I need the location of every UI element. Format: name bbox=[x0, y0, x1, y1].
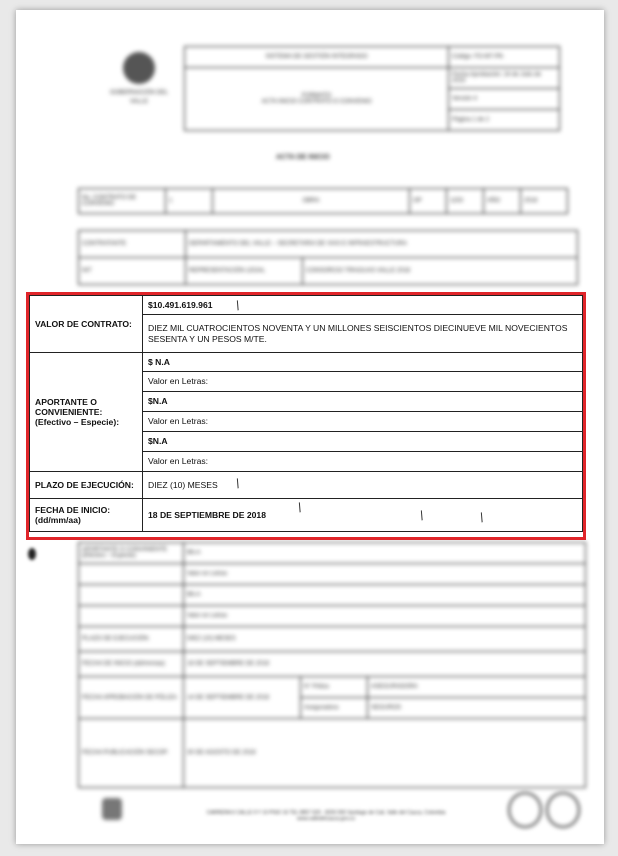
consorcio-name: CONSORCIO TIRAGUAS VALLE 2018 bbox=[303, 258, 578, 285]
format-cell bbox=[185, 68, 449, 131]
aportante-words: Valor en Letras: bbox=[143, 372, 583, 392]
bottom-table bbox=[78, 542, 586, 788]
bottom-row-label: FECHA PUBLICACIÓN SECOP: bbox=[79, 719, 184, 788]
year-value: 2018 bbox=[521, 189, 568, 214]
certification-icon bbox=[546, 792, 580, 828]
bottom-row-label: FECHA DE INICIO (dd/mm/aa): bbox=[79, 652, 184, 677]
bottom-row-value: DIEZ (10) MESES bbox=[184, 627, 586, 652]
aportante-label: APORTANTE O CONVIENIENTE: (Efectivo – Especie): bbox=[30, 353, 143, 472]
format-name: ACTA INICIO CONTRATO O CONVENIO bbox=[261, 99, 372, 105]
bottom-row-label: APORTANTE O CONVINIENTE (Efectivo – Especie): bbox=[79, 543, 184, 564]
bottom-row-value: $N.A bbox=[184, 585, 586, 606]
aportante-amount: $N.A bbox=[143, 392, 583, 412]
bottom-row-label bbox=[79, 606, 184, 627]
doc-title: ACTA DE INICIO bbox=[276, 154, 330, 161]
coat-of-arms-icon bbox=[123, 52, 155, 84]
highlighted-section bbox=[26, 292, 586, 540]
poliza-number-label: N° Póliza bbox=[301, 677, 368, 698]
bottom-row-label: PLAZO DE EJECUCIÓN: bbox=[79, 627, 184, 652]
op-value: 1153 bbox=[447, 189, 484, 214]
contract-number-table bbox=[78, 188, 568, 214]
contract-type: OBRA bbox=[213, 189, 410, 214]
bottom-row-value: 18 DE SEPTIEMBRE DE 2018 bbox=[184, 652, 586, 677]
fecha-inicio-label: FECHA DE INICIO: (dd/mm/aa) bbox=[30, 499, 143, 532]
bottom-row-value: 30 DE AGOSTO DE 2018 bbox=[184, 719, 586, 788]
year-label: AÑO bbox=[484, 189, 521, 214]
rep-legal: REPRESENTACIÓN LEGAL bbox=[186, 258, 303, 285]
footer-address: CARRERA 6 CALLE 9 Y 10 PISO 16 TEL 8857 620 - 8200 000 Santiago de Cali, Valle del Cauca, Colombia bbox=[206, 810, 446, 816]
contratante-table bbox=[78, 230, 578, 285]
handwritten-check-mark: / bbox=[417, 507, 427, 524]
handwritten-check-mark: / bbox=[477, 509, 487, 526]
contract-number-label: No. CONTRATO DE CONVENIO bbox=[79, 189, 166, 214]
bottom-row-value: $N.A bbox=[184, 543, 586, 564]
bottom-row-label: FECHA APROBACIÓN DE PÓLIZA: bbox=[79, 677, 184, 719]
poliza-date: 14 DE SEPTIEMBRE DE 2018 bbox=[184, 677, 301, 718]
aportante-words: Valor en Letras: bbox=[143, 412, 583, 432]
valor-label: VALOR DE CONTRATO: bbox=[30, 296, 143, 353]
contratante-label: CONTRATANTE bbox=[79, 231, 186, 258]
handwritten-check-mark: / bbox=[295, 499, 305, 516]
op-label: OP bbox=[410, 189, 447, 214]
bottom-row-value: Valor en Letras bbox=[184, 564, 586, 585]
bottom-row-value: Valor en Letras bbox=[184, 606, 586, 627]
header-table bbox=[184, 46, 560, 131]
org-name: GOBERNACIÓN DEL VALLE bbox=[109, 90, 169, 105]
contratante-value: DEPARTAMENTO DEL VALLE – SECRETARIA DE VIAS E INFRAESTRUCTURA bbox=[186, 231, 578, 258]
valor-number: $10.491.619.961 bbox=[143, 296, 583, 315]
insurer-label: Aseguradora bbox=[301, 698, 368, 719]
plazo-value: DIEZ (10) MESES bbox=[143, 472, 583, 499]
nit-label: NIT bbox=[79, 258, 186, 285]
insurer-value: SEGUROS bbox=[368, 698, 586, 719]
aportante-amount: $ N.A bbox=[143, 353, 583, 372]
footer-web: www.valledelcauca.gov.co bbox=[297, 816, 355, 822]
poliza-insurer: ASEGURADORA bbox=[368, 677, 586, 698]
footer bbox=[116, 810, 536, 822]
doc-code: Código: FO-M7-P6- bbox=[449, 47, 560, 68]
bottom-row-label bbox=[79, 564, 184, 585]
handwritten-check-mark: / bbox=[233, 475, 243, 492]
bottom-row-label bbox=[79, 585, 184, 606]
fecha-inicio-value: 18 DE SEPTIEMBRE DE 2018 bbox=[143, 499, 583, 532]
certification-icon bbox=[508, 792, 542, 828]
valor-in-words: DIEZ MIL CUATROCIENTOS NOVENTA Y UN MILLONES SEISCIENTOS DIECINUEVE MIL NOVECIENTOS SESENTA Y UN PESOS M/TE. bbox=[143, 315, 583, 353]
aportante-words: Valor en Letras: bbox=[143, 452, 583, 472]
contract-number-value: 1 bbox=[166, 189, 213, 214]
approval-date: Fecha Aprobación: 24 de Julio de 2015 bbox=[449, 68, 560, 89]
gobernacion-logo bbox=[102, 52, 176, 107]
plazo-label: PLAZO DE EJECUCIÓN: bbox=[30, 472, 143, 499]
doc-version: Versión 4 bbox=[449, 89, 560, 110]
aportante-amount: $N.A bbox=[143, 432, 583, 452]
punch-hole-mark bbox=[28, 548, 36, 560]
system-name: SISTEMA DE GESTIÓN INTEGRADO bbox=[185, 47, 449, 68]
format-label: FORMATO bbox=[301, 93, 332, 99]
doc-page-number: Página 1 de 2 bbox=[449, 110, 560, 131]
handwritten-check-mark: / bbox=[233, 297, 243, 314]
poliza-cell bbox=[184, 677, 586, 719]
